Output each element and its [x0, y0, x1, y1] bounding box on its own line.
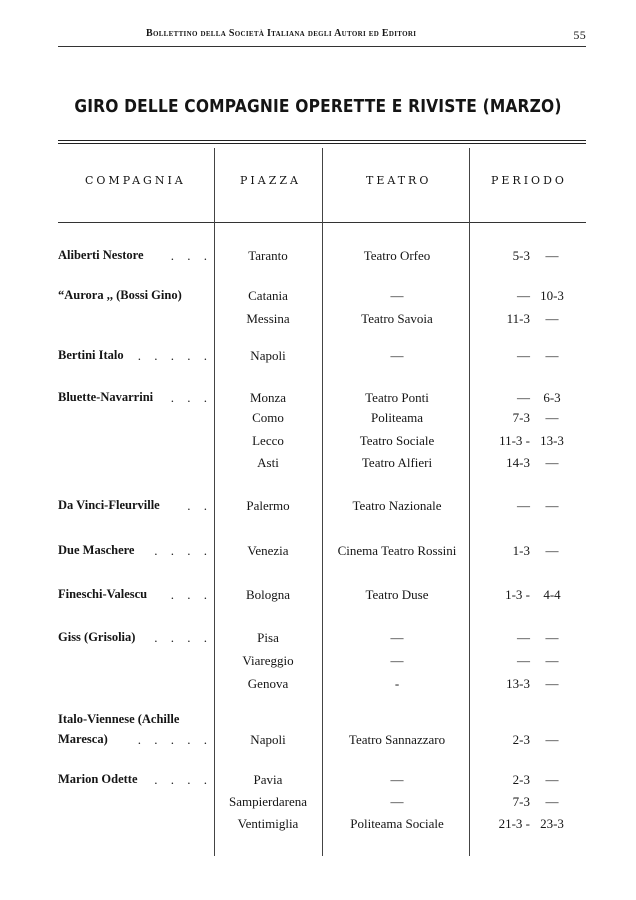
teatro-cell: — [390, 794, 404, 809]
teatro-cell: — [390, 288, 404, 303]
periodo-end-cell: — [545, 653, 559, 668]
teatro-cell: Cinema Teatro Rossini [337, 543, 457, 558]
piazza-cell: Genova [247, 676, 289, 691]
piazza-cell: Pavia [253, 772, 283, 787]
compagnia-cell: Da Vinci-Fleurville [58, 498, 160, 512]
piazza-cell: Viareggio [242, 653, 294, 668]
piazza-cell: Catania [248, 288, 288, 303]
table-top-rule [58, 140, 586, 141]
periodo-start-cell: 21-3 - [498, 816, 530, 831]
piazza-cell: Bologna [245, 587, 291, 602]
teatro-cell: Teatro Nazionale [352, 498, 442, 513]
periodo-start-cell: 11-3 [506, 311, 530, 326]
piazza-cell: Venezia [247, 543, 289, 558]
periodo-end-cell: — [545, 455, 559, 470]
teatro-cell: Teatro Alfieri [361, 455, 433, 470]
compagnia-cell: Aliberti Nestore [58, 248, 144, 262]
periodo-end-cell: — [545, 794, 559, 809]
leader-dots: . . . . [154, 630, 212, 645]
piazza-cell: Como [252, 410, 284, 425]
teatro-cell: Teatro Sociale [359, 433, 435, 448]
column-header-compagnia: COMPAGNIA [85, 174, 186, 187]
periodo-end-cell: — [545, 543, 559, 558]
compagnia-cell: Maresca) [58, 732, 108, 746]
table-top-rule-double [58, 143, 586, 144]
leader-dots: . . . [170, 248, 212, 263]
periodo-end-cell: — [545, 676, 559, 691]
periodo-start-cell: — [517, 390, 530, 405]
periodo-start-cell: — [517, 348, 530, 363]
periodo-end-cell: 6-3 [543, 390, 561, 405]
periodo-start-cell: 11-3 - [499, 433, 530, 448]
piazza-cell: Napoli [250, 348, 286, 363]
piazza-cell: Palermo [246, 498, 290, 513]
compagnia-cell: Due Maschere [58, 543, 135, 557]
compagnia-cell: Giss (Grisolia) [58, 630, 136, 644]
periodo-start-cell: — [517, 288, 530, 303]
periodo-start-cell: 1-3 [512, 543, 530, 558]
piazza-cell: Ventimiglia [237, 816, 299, 831]
periodo-start-cell: 1-3 - [505, 587, 530, 602]
column-divider [322, 148, 323, 856]
periodo-end-cell: 10-3 [540, 288, 564, 303]
teatro-cell: Teatro Ponti [365, 390, 429, 405]
piazza-cell: Sampierdarena [229, 794, 307, 809]
periodo-end-cell: — [545, 311, 559, 326]
leader-dots: . . . [170, 390, 212, 405]
compagnia-cell: Bluette-Navarrini [58, 390, 154, 404]
teatro-cell: Teatro Sannazzaro [348, 732, 446, 747]
periodo-start-cell: 7-3 [512, 410, 530, 425]
teatro-cell: — [390, 348, 404, 363]
teatro-cell: — [390, 772, 404, 787]
periodo-start-cell: 13-3 [506, 676, 530, 691]
teatro-cell: Politeama Sociale [350, 816, 444, 831]
column-header-piazza: PIAZZA [240, 174, 301, 187]
header-rule [58, 46, 586, 47]
periodo-start-cell: 2-3 [512, 732, 530, 747]
periodo-end-cell: — [545, 630, 559, 645]
periodo-start-cell: — [517, 498, 530, 513]
leader-dots: . . [187, 498, 212, 513]
periodo-end-cell: — [545, 248, 559, 263]
piazza-cell: Taranto [248, 248, 288, 263]
leader-dots: . . . . . [137, 348, 212, 363]
periodo-end-cell: — [545, 732, 559, 747]
piazza-cell: Pisa [257, 630, 279, 645]
piazza-cell: Napoli [250, 732, 286, 747]
periodo-end-cell: — [545, 498, 559, 513]
compagnia-cell: Italo-Viennese (Achille [58, 712, 180, 726]
leader-dots: . . . . [154, 772, 212, 787]
periodo-end-cell: — [545, 348, 559, 363]
piazza-cell: Asti [257, 455, 279, 470]
teatro-cell: Politeama [371, 410, 423, 425]
compagnia-cell: Marion Odette [58, 772, 138, 786]
piazza-cell: Lecco [252, 433, 284, 448]
column-divider [214, 148, 215, 856]
periodo-start-cell: 5-3 [512, 248, 530, 263]
periodo-end-cell: — [545, 772, 559, 787]
teatro-cell: Teatro Duse [365, 587, 429, 602]
compagnia-cell: Bertini Italo [58, 348, 124, 362]
piazza-cell: Messina [246, 311, 290, 326]
leader-dots: . . . [170, 587, 212, 602]
column-header-periodo: PERIODO [491, 174, 567, 187]
running-title: Bollettino della Società Italiana degli Autori ed Editori [146, 28, 417, 39]
periodo-start-cell: — [517, 653, 530, 668]
leader-dots: . . . . . [137, 732, 212, 747]
leader-dots: . . . . [154, 543, 212, 558]
teatro-cell: — [390, 653, 404, 668]
periodo-end-cell: 4-4 [543, 587, 561, 602]
compagnia-cell: Fineschi-Valescu [58, 587, 148, 601]
compagnia-cell: “Aurora ,, (Bossi Gino) [58, 288, 182, 302]
periodo-start-cell: 14-3 [506, 455, 530, 470]
periodo-end-cell: — [545, 410, 559, 425]
page-title: GIRO DELLE COMPAGNIE OPERETTE E RIVISTE (MARZO) [74, 96, 562, 117]
teatro-cell: Teatro Savoia [361, 311, 433, 326]
periodo-start-cell: — [517, 630, 530, 645]
periodo-end-cell: 23-3 [540, 816, 564, 831]
periodo-start-cell: 2-3 [512, 772, 530, 787]
column-header-teatro: TEATRO [366, 174, 432, 187]
teatro-cell: — [390, 630, 404, 645]
periodo-start-cell: 7-3 [512, 794, 530, 809]
piazza-cell: Monza [249, 390, 287, 405]
teatro-cell: Teatro Orfeo [363, 248, 431, 263]
periodo-end-cell: 13-3 [540, 433, 564, 448]
page-number: 55 [573, 28, 586, 42]
column-divider [469, 148, 470, 856]
teatro-cell: - [394, 676, 400, 691]
